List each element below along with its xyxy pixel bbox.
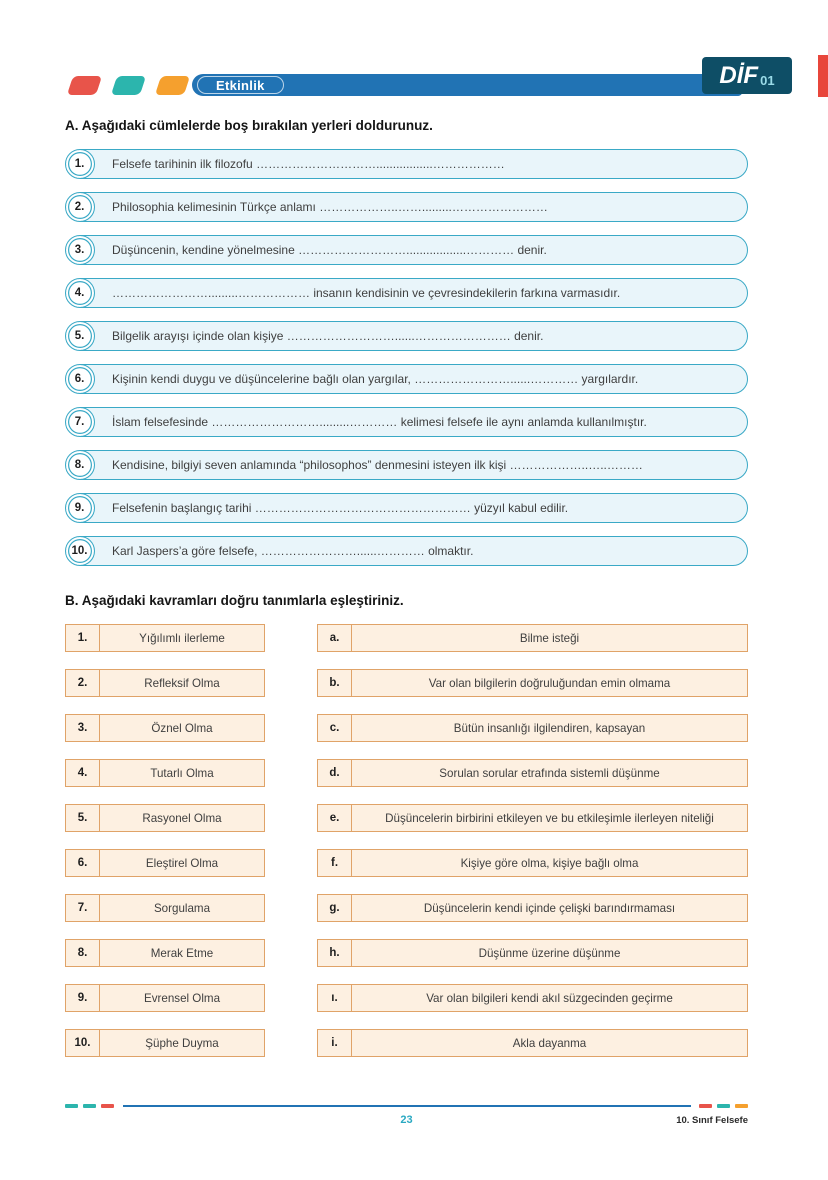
definition-box (317, 849, 748, 877)
footer-dash (83, 1104, 96, 1108)
concept-label: Şüphe Duyma (145, 1036, 219, 1050)
item-number-badge: 6. (65, 364, 95, 394)
page-footer (65, 1104, 748, 1128)
concept-key: 7. (66, 895, 100, 921)
concept-key: 6. (66, 850, 100, 876)
item-number-badge: 4. (65, 278, 95, 308)
definition-label: Düşünme üzerine düşünme (478, 946, 621, 960)
concept-box (65, 894, 265, 922)
concept-label: Rasyonel Olma (142, 811, 222, 825)
activity-banner (192, 74, 742, 96)
item-text: …………………….........……………… insanın kendisinin ve çevresindekilerin farkına varmasıdır. (112, 286, 621, 300)
definition-key: a. (318, 625, 352, 651)
section-b-title: B. Aşağıdaki kavramları doğru tanımlarla eşleştiriniz. (65, 593, 404, 608)
header-shape-red (67, 76, 102, 95)
definition-key: d. (318, 760, 352, 786)
concept-key: 5. (66, 805, 100, 831)
footer-dash (735, 1104, 748, 1108)
concept-label: Evrensel Olma (143, 991, 221, 1005)
item-text: Düşüncenin, kendine yönelmesine ………………………..................………… denir. (112, 243, 547, 257)
concept-label: Sorgulama (153, 901, 211, 915)
fill-blank-item (65, 149, 748, 179)
fill-blank-item (65, 536, 748, 566)
definition-key: h. (318, 940, 352, 966)
definition-key: c. (318, 715, 352, 741)
fill-blank-list (65, 149, 748, 566)
definition-label: Düşüncelerin kendi içinde çelişki barındırmaması (423, 901, 676, 915)
fill-blank-item (65, 407, 748, 437)
definition-box (317, 804, 748, 832)
concept-key: 3. (66, 715, 100, 741)
concept-box (65, 714, 265, 742)
definition-box (317, 714, 748, 742)
section-a-title: A. Aşağıdaki cümlelerde boş bırakılan yerleri doldurunuz. (65, 118, 433, 133)
footer-dash (65, 1104, 78, 1108)
definition-box (317, 984, 748, 1012)
concept-key: 1. (66, 625, 100, 651)
footer-dash (717, 1104, 730, 1108)
item-number-badge: 8. (65, 450, 95, 480)
item-text: Kişinin kendi duygu ve düşüncelerine bağlı olan yargılar, ……………………......………… yargılardır. (112, 372, 639, 386)
definition-key: g. (318, 895, 352, 921)
concept-label: Tutarlı Olma (150, 766, 214, 780)
item-text: Karl Jaspers’a göre felsefe, ……………………......………… olmaktır. (112, 544, 474, 558)
item-text: İslam felsefesinde ……………………….........………… kelimesi felsefe ile aynı anlamda kullanılmıştır. (112, 415, 647, 429)
concept-label: Yığılımlı ilerleme (139, 631, 225, 645)
definition-box (317, 1029, 748, 1057)
footer-dash (101, 1104, 114, 1108)
item-number-badge: 3. (65, 235, 95, 265)
fill-blank-item (65, 450, 748, 480)
concept-box (65, 939, 265, 967)
concept-box (65, 804, 265, 832)
concept-column (65, 624, 265, 1074)
fill-blank-item (65, 235, 748, 265)
footer-dash (699, 1104, 712, 1108)
concept-box (65, 849, 265, 877)
header-shape-orange (155, 76, 190, 95)
definition-column (317, 624, 748, 1074)
definition-label: Akla dayanma (512, 1036, 587, 1050)
concept-key: 2. (66, 670, 100, 696)
concept-box (65, 669, 265, 697)
page-content (65, 118, 748, 1074)
concept-box (65, 984, 265, 1012)
concept-label: Eleştirel Olma (145, 856, 219, 870)
fill-blank-item (65, 493, 748, 523)
item-text: Philosophia kelimesinin Türkçe anlamı ………………..…….........…………………… (112, 200, 548, 214)
book-label: 10. Sınıf Felsefe (676, 1115, 748, 1126)
page-edge-marker (818, 55, 828, 97)
concept-label: Öznel Olma (151, 721, 213, 735)
definition-key: i. (318, 1030, 352, 1056)
concept-box (65, 759, 265, 787)
concept-key: 9. (66, 985, 100, 1011)
definition-key: ı. (318, 985, 352, 1011)
concept-key: 4. (66, 760, 100, 786)
fill-blank-item (65, 192, 748, 222)
footer-line (123, 1105, 691, 1108)
item-number-badge: 5. (65, 321, 95, 351)
logo-text: DİF (719, 61, 759, 89)
definition-box (317, 759, 748, 787)
definition-box (317, 669, 748, 697)
item-number-badge: 10. (65, 536, 95, 566)
fill-blank-item (65, 364, 748, 394)
definition-label: Kişiye göre olma, kişiye bağlı olma (460, 856, 639, 870)
banner-pill (197, 76, 284, 94)
item-text: Felsefe tarihinin ilk filozofu ………………………….................……………… (112, 157, 505, 171)
footer-bottom (65, 1114, 748, 1128)
item-number-badge: 9. (65, 493, 95, 523)
definition-box (317, 939, 748, 967)
concept-label: Refleksif Olma (144, 676, 220, 690)
fill-blank-item (65, 278, 748, 308)
definition-box (317, 894, 748, 922)
page-number: 23 (400, 1114, 413, 1126)
concept-key: 10. (66, 1030, 100, 1056)
definition-label: Bilme isteği (519, 631, 580, 645)
item-number-badge: 2. (65, 192, 95, 222)
item-text: Felsefenin başlangıç tarihi ……………………………………………… yüzyıl kabul edilir. (112, 501, 569, 515)
item-text: Kendisine, bilgiyi seven anlamında “philosophos” denmesini isteyen ilk kişi ………………..…..……… (112, 458, 643, 472)
concept-box (65, 1029, 265, 1057)
definition-key: e. (318, 805, 352, 831)
definition-label: Düşüncelerin birbirini etkileyen ve bu etkileşimle ilerleyen niteliği (385, 811, 714, 825)
item-number-badge: 1. (65, 149, 95, 179)
definition-label: Var olan bilgileri kendi akıl süzgecinden geçirme (426, 991, 673, 1005)
definition-box (317, 624, 748, 652)
definition-label: Var olan bilgilerin doğruluğundan emin olmama (428, 676, 671, 690)
logo-number: 01 (760, 73, 775, 88)
fill-blank-item (65, 321, 748, 351)
definition-key: b. (318, 670, 352, 696)
definition-label: Sorulan sorular etrafında sistemli düşünme (439, 766, 660, 780)
banner-label: Etkinlik (216, 77, 265, 93)
header-shape-teal (111, 76, 146, 95)
concept-key: 8. (66, 940, 100, 966)
dif-logo (702, 57, 792, 94)
concept-box (65, 624, 265, 652)
footer-rule (65, 1104, 748, 1108)
definition-label: Bütün insanlığı ilgilendiren, kapsayan (453, 721, 646, 735)
concept-label: Merak Etme (150, 946, 214, 960)
matching-grid (65, 624, 748, 1074)
definition-key: f. (318, 850, 352, 876)
item-text: Bilgelik arayışı içinde olan kişiye ………………………......…………………… denir. (112, 329, 544, 343)
item-number-badge: 7. (65, 407, 95, 437)
